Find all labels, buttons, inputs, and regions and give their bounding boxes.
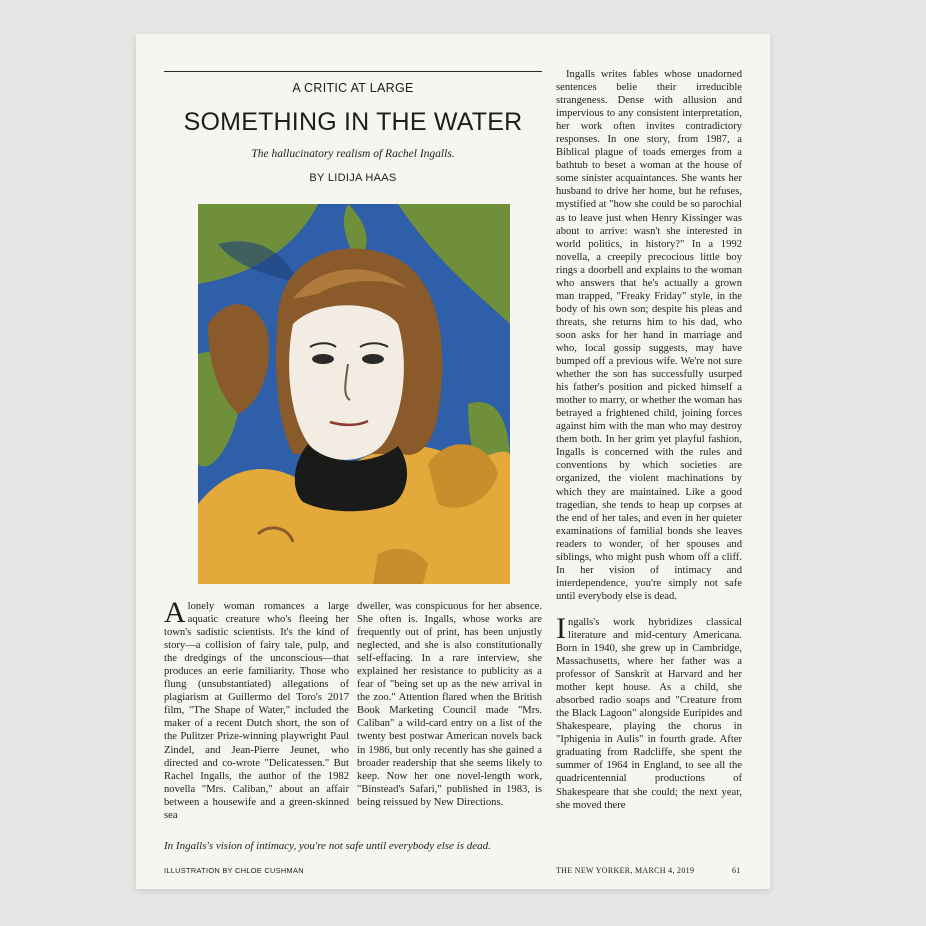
body-column-1 [164,600,349,852]
drop-cap: A [164,600,186,629]
article-dek: The hallucinatory realism of Rachel Ingalls. [251,148,455,160]
folio: THE NEW YORKER, MARCH 4, 2019 [556,866,695,875]
body-column-2 [357,600,542,852]
body-text: Ingalls writes fables whose unadorned sentences belie their irreducible strangeness. Dense with allusion and impervious to any consistent interpretation, her work often invites contradictory responses. In one story, from 1987, a Biblical plague of toads emerges from a bathtub to beset a woman at the house of some sinister acquaintances. She wants her husband to drive her home, but he refuses, mystified at "how she could be so parochial as to leave just when Henry Kissinger was about to arrive: wasn't she interested in world politics, in history?" In a 1992 novella, a creepily precocious little boy rings a doorbell and explains to the woman who answers that he's actually a grown man trapped, "Freaky Friday" style, in the body of his own son; despite his pleas and threats, she returns him to his dad, who soon asks for her hand in marriage and who, local gossip suggests, may have bumped off a previous wife. We're not sure whether the son has successfully usurped his father's position and picked himself a mother to marry, or whether the woman has betrayed a frightened child, joining forces against him with the man who may destroy them both. In her grim yet playful fashion, Ingalls is concerned with the rules and conventions by which societies are organized, the violent machinations by which they are maintained. Like a good tragedian, she tends to heap up corpses at the end of her tales, and even in her quieter examinations of familial bonds she leaves readers to wonder, of her spouses and siblings, who might push whom off a cliff. In her vision of intimacy and interdependence, you're simply not safe until everybody else is dead. [556,69,742,602]
top-rule [164,71,542,72]
article-byline: BY LIDIJA HAAS [309,172,397,184]
body-text: lonely woman romances a large aquatic creature who's fleeing her town's sadistic scientists. It's the kind of story—a collision of fairy tale, pulp, and the dredgings of the unconscious—that produces an eerie familiarity. Those who flung (unsubstantiated) allegations of plagiarism at Guillermo del Toro's 2017 film, "The Shape of Water," included the maker of a recent Dutch short, the son of the Pulitzer Prize-winning playwright Paul Zindel, and Jean-Pierre Jeunet, who directed and co-wrote "Delicatessen." But Rachel Ingalls, the author of the 1982 novella "Mrs. Caliban," about an affair between a housewife and a green-skinned sea [164,601,349,821]
magazine-page [136,34,770,889]
drop-cap: I [556,611,566,645]
page-number: 61 [732,866,741,875]
article-headline: SOMETHING IN THE WATER [183,108,523,136]
body-text: dweller, was conspicuous for her absence. She often is. Ingalls, whose works are frequently out of print, has been unjustly neglected, and she is also constitutionally self-effacing. In a rare interview, she explained her resistance to publicity as a fear of "being set up as the new arrival in the zoo." Attention flared when the British Book Marketing Council made "Mrs. Caliban" a wild-card entry on a list of the twenty best postwar American novels back in 1986, but only recently has she gained a broader readership that she seems likely to keep. Now her one novel-length work, "Binstead's Safari," published in 1983, is being reissued by New Directions. [357,601,542,808]
body-text: ngalls's work hybridizes classical literature and mid-century Americana. Born in 1940, she grew up in Cambridge, Massachusetts, where her father was a professor of Sanskrit at Harvard and her mother kept house. As a child, she absorbed radio soaps and "Creature from the Black Lagoon" alongside Euripides and Shakespeare, playing the chorus in "Iphigenia in Aulis" in fourth grade. After graduating from Radcliffe, she spent the summer of 1964 in England, to see all the quadricentennial productions of Shakespeare that she could; the next year, she moved there [556,616,742,811]
illustration-credit: ILLUSTRATION BY CHLOE CUSHMAN [164,866,304,875]
pull-quote: In Ingalls's vision of intimacy, you're not safe until everybody else is dead. [164,840,491,852]
portrait-illustration [198,204,510,584]
section-rubric: A CRITIC AT LARGE [292,81,414,95]
body-column-3 [556,68,742,866]
